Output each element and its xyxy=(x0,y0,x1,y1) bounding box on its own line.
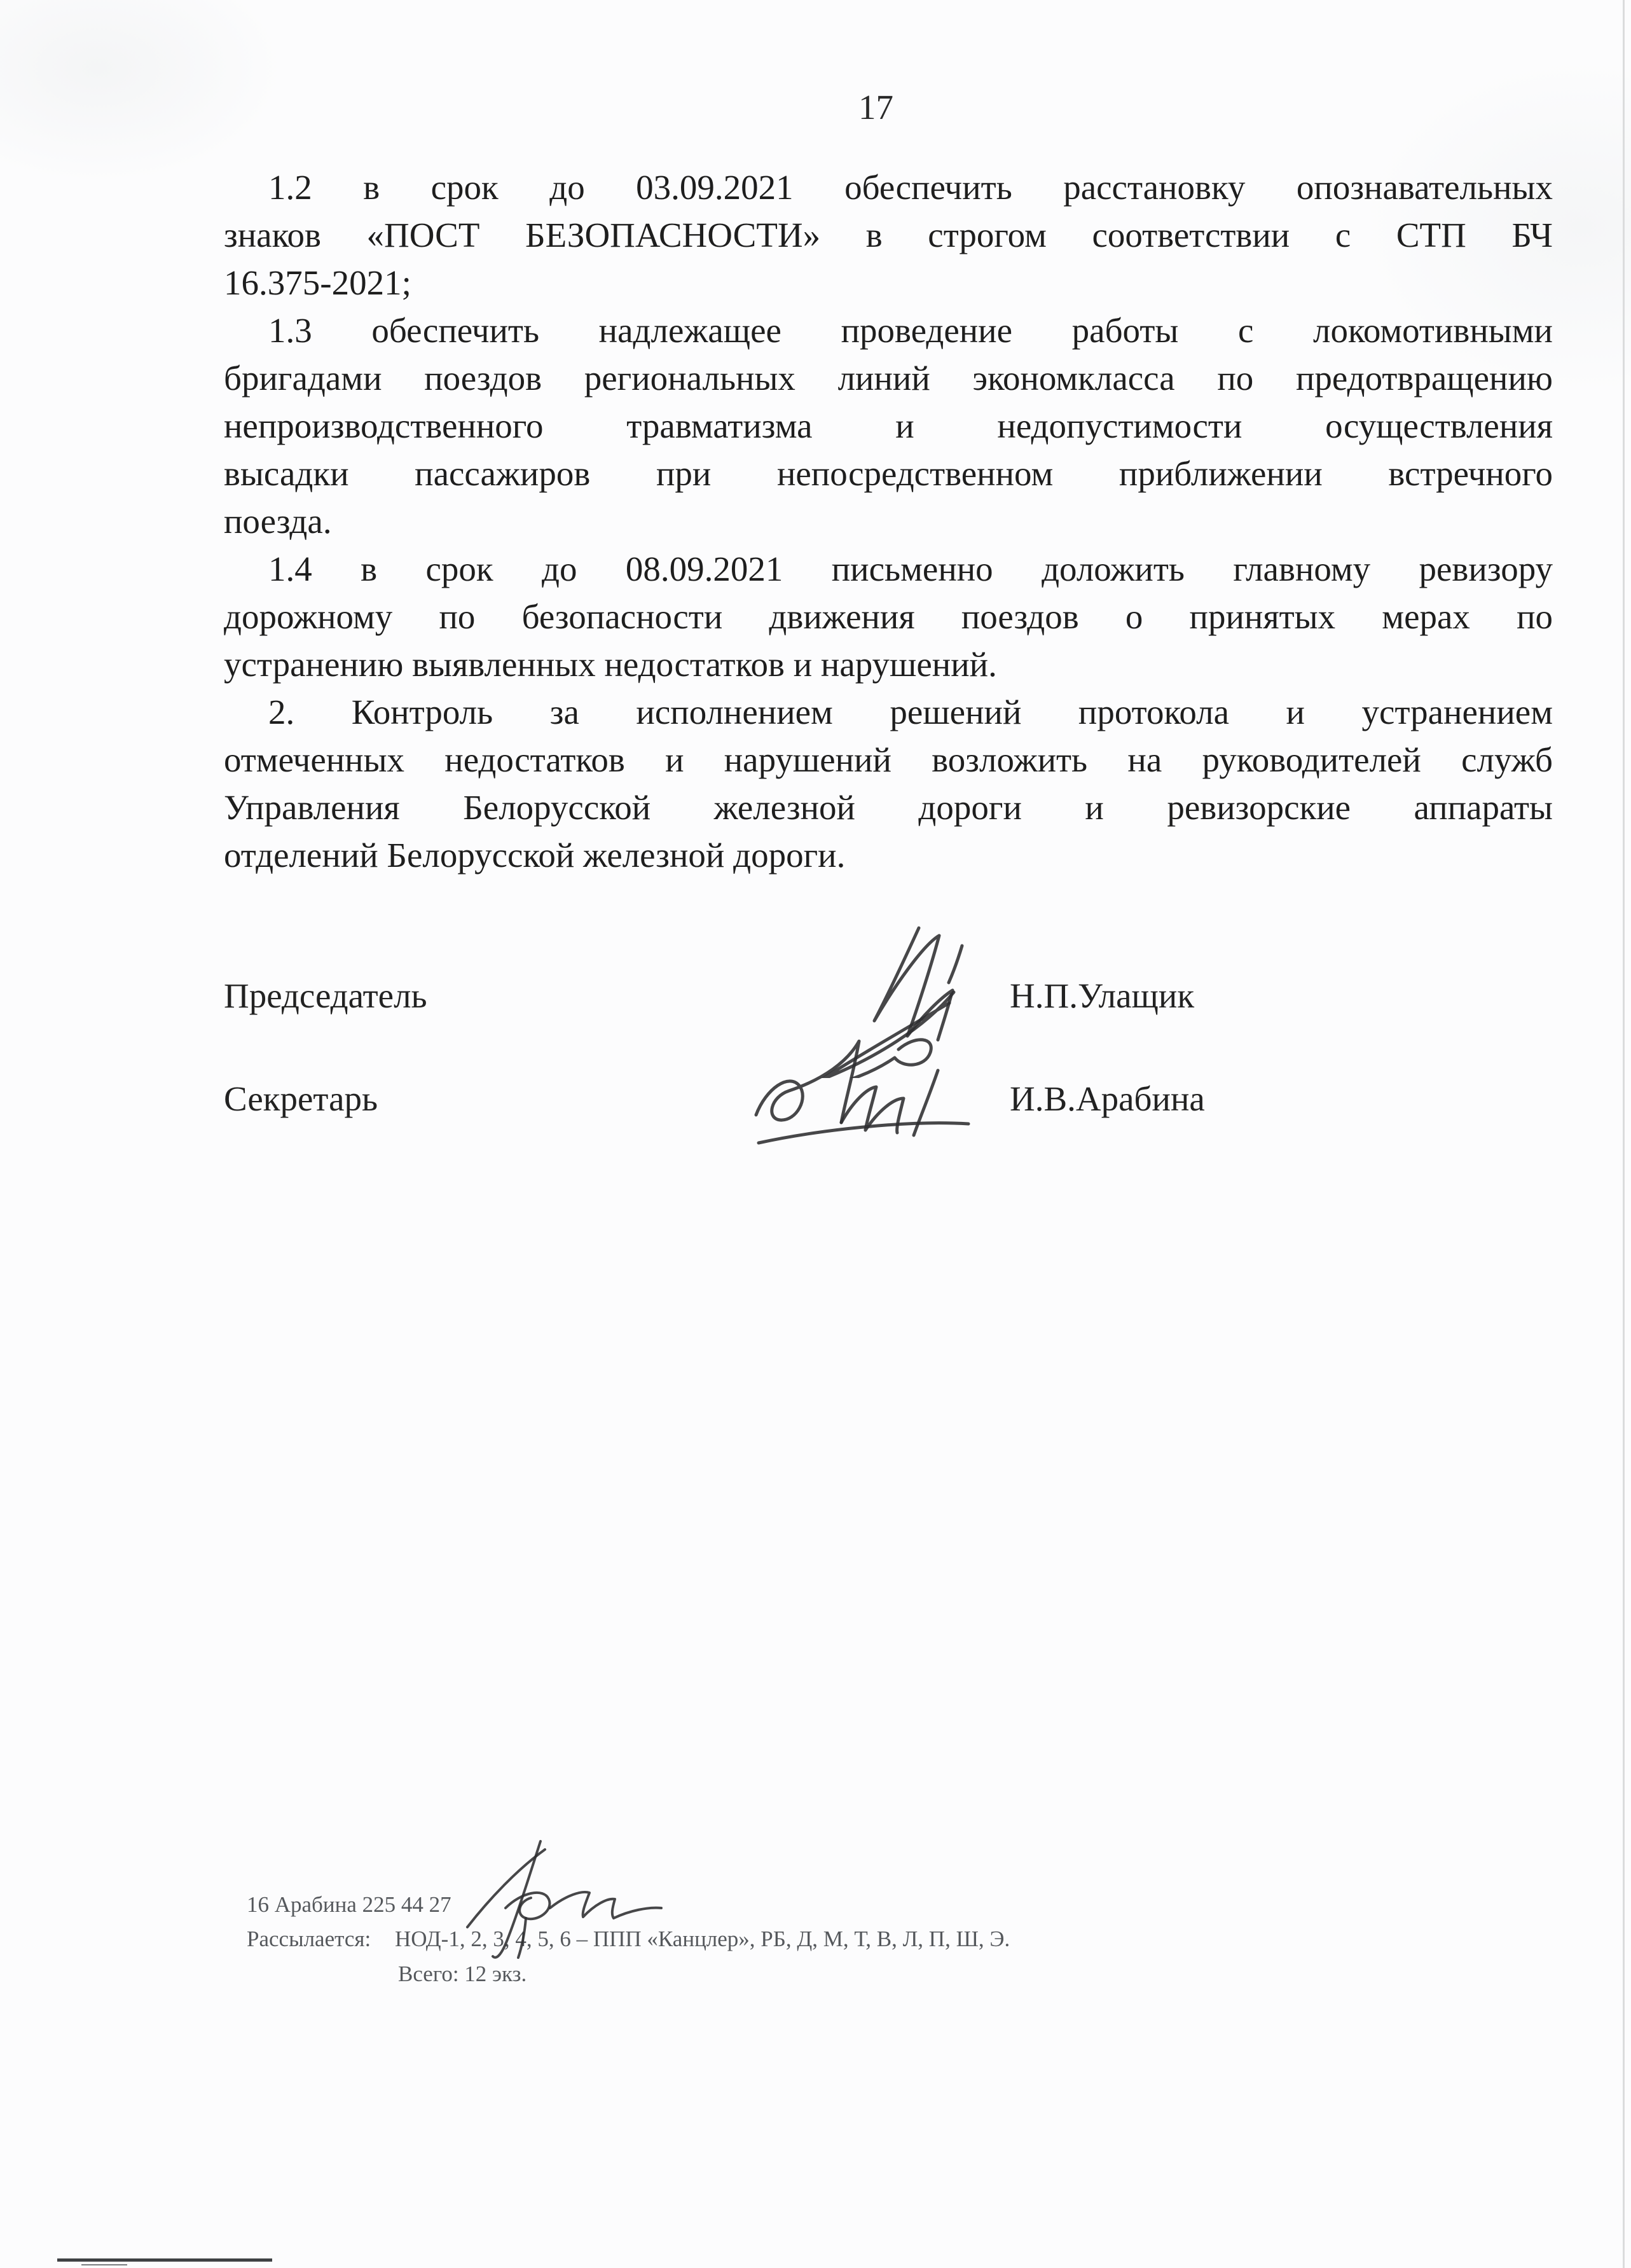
scan-edge-shadow xyxy=(1623,0,1625,2268)
text-line: 16.375-2021; xyxy=(224,263,411,302)
text-line: дорожному по безопасности движения поездов о принятых мерах по xyxy=(224,597,1553,636)
text-line: Управления Белорусской железной дороги и ревизорские аппараты xyxy=(224,788,1553,827)
scan-artifact-dash xyxy=(81,2264,127,2265)
footer-distribution-label: Рассылается: xyxy=(247,1926,371,1951)
footer-signature-icon xyxy=(455,1832,671,1959)
text-line: 1.2 в срок до 03.09.2021 обеспечить расстановку опознавательных xyxy=(268,168,1553,207)
text-line: высадки пассажиров при непосредственном приближении встречного xyxy=(224,454,1553,493)
text-line: знаков «ПОСТ БЕЗОПАСНОСТИ» в строгом соответствии с СТП БЧ xyxy=(224,216,1553,254)
scan-artifact-line xyxy=(57,2258,272,2262)
secretary-name: И.В.Арабина xyxy=(1010,1079,1205,1118)
text-line: отделений Белорусской железной дороги. xyxy=(224,836,846,875)
secretary-signature-icon xyxy=(747,1034,976,1161)
paragraph-1-3 xyxy=(224,307,1553,545)
text-line: поезда. xyxy=(224,502,332,541)
secretary-title: Секретарь xyxy=(224,1079,378,1118)
document-body xyxy=(224,163,1553,879)
footer-copies-count: Всего: 12 экз. xyxy=(398,1961,527,1986)
footer-contact: 16 Арабина 225 44 27 xyxy=(247,1892,451,1917)
paragraph-1-2 xyxy=(224,163,1553,307)
text-line: устранению выявленных недостатков и нарушений. xyxy=(224,645,997,684)
text-line: отмеченных недостатков и нарушений возложить на руководителей служб xyxy=(224,740,1553,779)
text-line: 2. Контроль за исполнением решений протокола и устранением xyxy=(268,693,1553,731)
chairman-name: Н.П.Улащик xyxy=(1010,976,1195,1015)
text-line: бригадами поездов региональных линий экономкласса по предотвращению xyxy=(224,359,1553,398)
page-number: 17 xyxy=(858,88,893,127)
chairman-title: Председатель xyxy=(224,976,427,1015)
text-line: 1.4 в срок до 08.09.2021 письменно доложить главному ревизору xyxy=(268,550,1553,588)
text-line: непроизводственного травматизма и недопустимости осуществления xyxy=(224,406,1553,445)
paragraph-1-4 xyxy=(224,545,1553,688)
footer-distribution-list: НОД-1, 2, 3, 4, 5, 6 – ППП «Канцлер», РБ, Д, М, Т, В, Л, П, Ш, Э. xyxy=(395,1926,1010,1951)
text-line: 1.3 обеспечить надлежащее проведение работы с локомотивными xyxy=(268,311,1553,350)
paragraph-2 xyxy=(224,688,1553,879)
